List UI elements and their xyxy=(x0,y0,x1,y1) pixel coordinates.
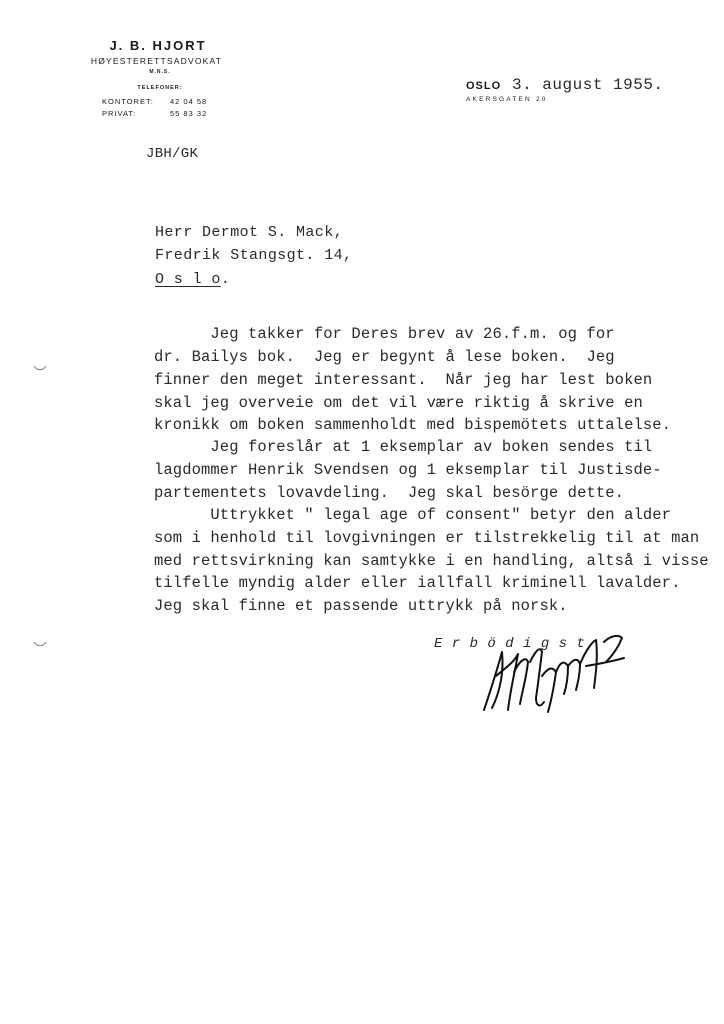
body-line: lagdommer Henrik Svendsen og 1 eksemplar til Justisde- xyxy=(154,461,662,479)
punch-hole-mark xyxy=(33,640,47,648)
address-city-line xyxy=(155,271,230,288)
body-line: med rettsvirkning kan samtykke i en handling, altså i visse xyxy=(154,552,709,570)
privat-label: PRIVAT: xyxy=(102,109,137,118)
privat-number: 55 83 32 xyxy=(170,109,208,118)
address-city-suffix: . xyxy=(220,271,231,288)
body-line: finner den meget interessant. Når jeg har lest boken xyxy=(154,371,653,389)
letterhead-privat-row xyxy=(102,109,207,118)
body-line: partementets lovavdeling. Jeg skal besörge dette. xyxy=(154,484,625,502)
body-line: Uttrykket " legal age of consent" betyr den alder xyxy=(154,506,672,524)
body-line: tilfelle myndig alder eller iallfall kriminell lavalder. xyxy=(154,574,681,592)
letterhead-mns: M.N.S. xyxy=(149,69,171,75)
body-line: Jeg skal finne et passende uttrykk på norsk. xyxy=(154,597,568,615)
punch-hole-mark xyxy=(33,364,47,372)
place: OSLO xyxy=(466,80,502,92)
body-line: Jeg foreslår at 1 eksemplar av boken sendes til xyxy=(154,438,653,456)
address-line-2: Fredrik Stangsgt. 14, xyxy=(155,247,353,264)
kontoret-number: 42 04 58 xyxy=(170,97,208,106)
street-address: AKERSGATEN 20 xyxy=(466,96,548,103)
letterhead-name: J. B. HJORT xyxy=(109,38,207,53)
body-line: Jeg takker for Deres brev av 26.f.m. og for xyxy=(154,325,615,343)
reference: JBH/GK xyxy=(146,146,199,162)
date: 3. august 1955. xyxy=(512,76,664,94)
body-line: som i henhold til lovgivningen er tilstrekkelig til at man xyxy=(154,529,700,547)
body-line: skal jeg overveie om det vil være riktig å skrive en xyxy=(154,394,643,412)
handwritten-signature xyxy=(478,632,638,714)
body-line: kronikk om boken sammenholdt med bispemötets uttalelse. xyxy=(154,416,672,434)
letterhead-telefoner-label: TELEFONER: xyxy=(137,85,183,91)
letterhead-title: HØYESTERETTSADVOKAT xyxy=(90,56,223,66)
address-city: O s l o xyxy=(155,271,221,288)
address-line-1: Herr Dermot S. Mack, xyxy=(155,224,344,241)
body-line: dr. Bailys bok. Jeg er begynt å lese boken. Jeg xyxy=(154,348,615,366)
closing: E r b ö d i g s t xyxy=(434,636,586,652)
kontoret-label: KONTORET: xyxy=(102,97,154,106)
letterhead-kontoret-row xyxy=(102,97,207,106)
